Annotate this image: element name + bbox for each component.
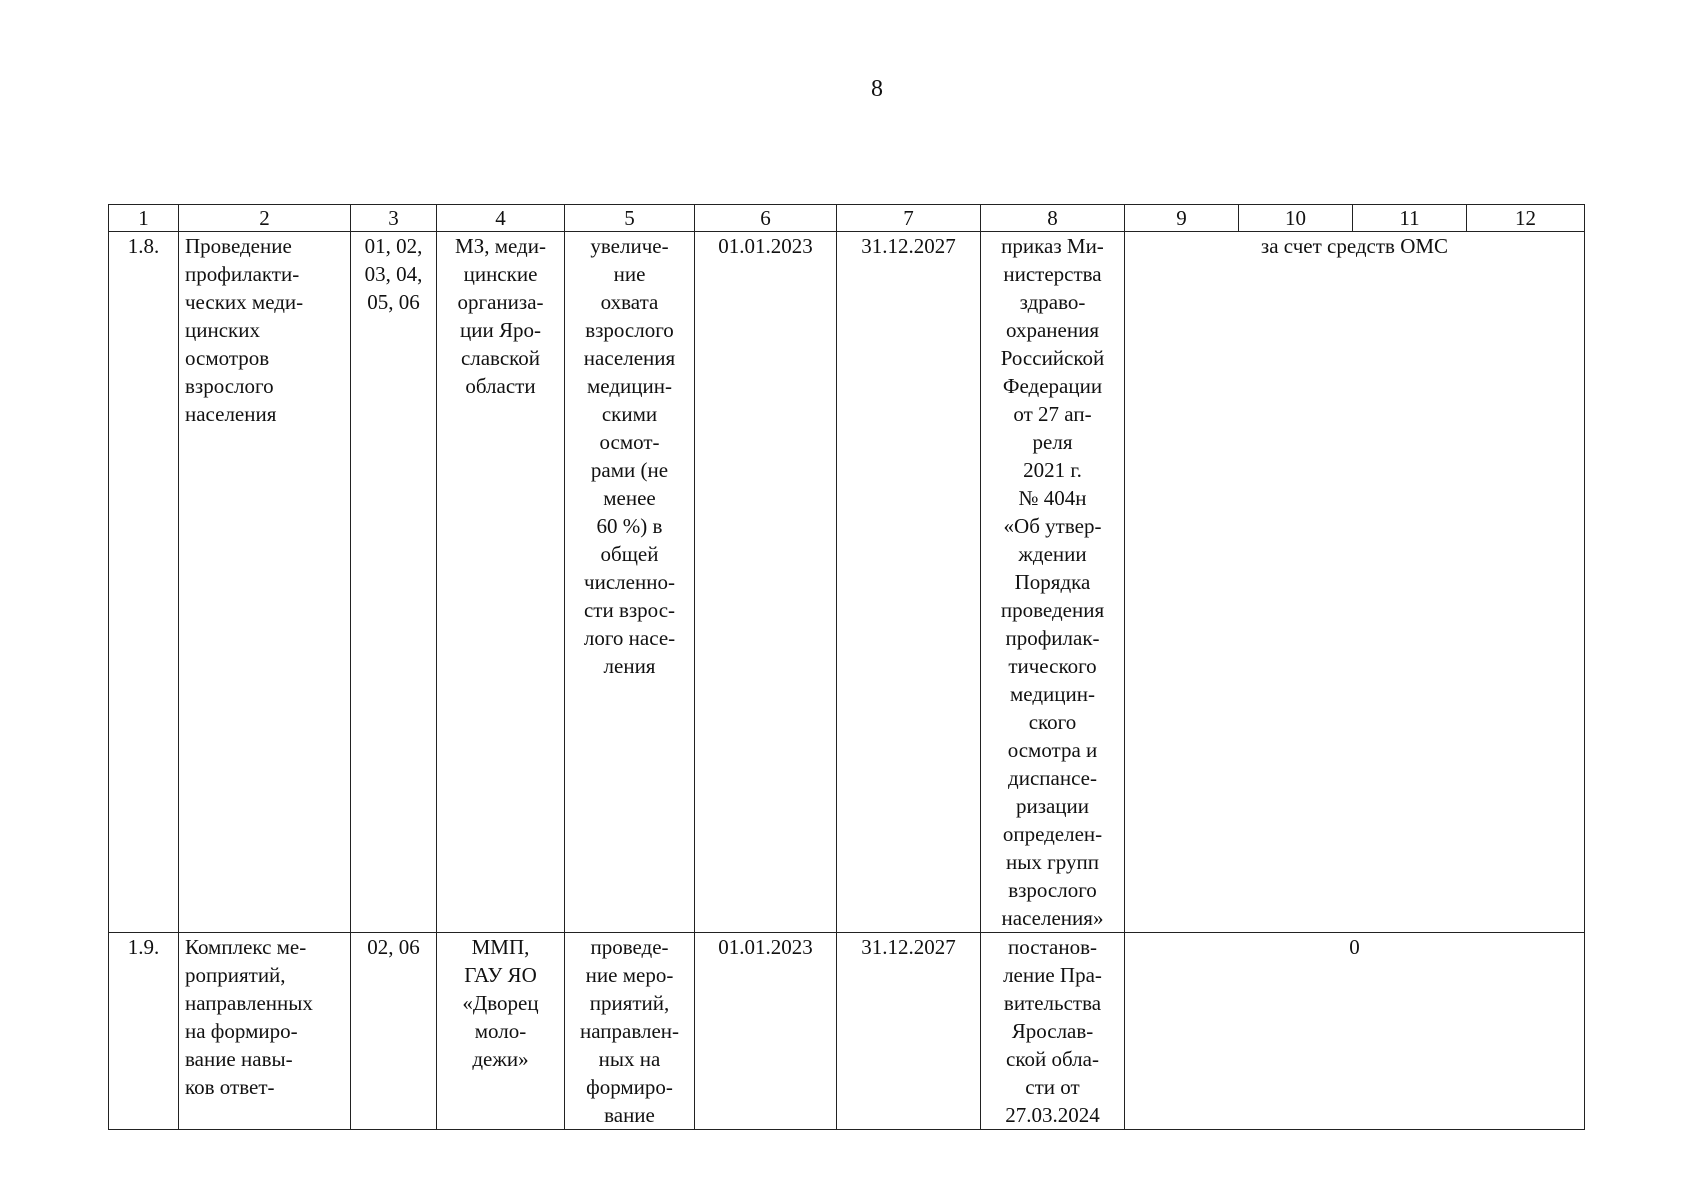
- end-date: 31.12.2027: [837, 933, 981, 1130]
- column-number: 2: [179, 205, 351, 232]
- page-number: 8: [871, 76, 883, 102]
- task-codes: 02, 06: [351, 933, 437, 1130]
- column-number: 8: [981, 205, 1125, 232]
- column-number-row: [109, 205, 1585, 232]
- start-date: 01.01.2023: [695, 933, 837, 1130]
- column-number: 12: [1467, 205, 1585, 232]
- column-number: 4: [437, 205, 565, 232]
- task-codes: 01, 02, 03, 04, 05, 06: [351, 232, 437, 933]
- measure-name: Проведение профилакти- ческих меди- цинских осмотров взрослого населения: [179, 232, 351, 933]
- column-number: 7: [837, 205, 981, 232]
- column-number: 1: [109, 205, 179, 232]
- end-date: 31.12.2027: [837, 232, 981, 933]
- legal-basis: постанов- ление Пра- вительства Ярослав- ской обла- сти от 27.03.2024: [981, 933, 1125, 1130]
- expected-result: увеличе- ние охвата взрослого населения медицин- скими осмот- рами (не менее 60 %) в общей численно- сти взрос- лого насе- ления: [565, 232, 695, 933]
- legal-basis: приказ Ми- нистерства здраво- охранения Российской Федерации от 27 ап- реля 2021 г. № 404н «Об утвер- ждении Порядка проведения профилак- тического медицин- ского осмотра и диспансе- ризации определен- ных групп взрослого населения»: [981, 232, 1125, 933]
- funding: за счет средств ОМС: [1125, 232, 1585, 933]
- program-table: [108, 204, 1585, 1130]
- table-row: [109, 933, 1585, 1130]
- executors: МЗ, меди- цинские организа- ции Яро- славской области: [437, 232, 565, 933]
- expected-result: проведе- ние меро- приятий, направлен- ных на формиро- вание: [565, 933, 695, 1130]
- column-number: 10: [1239, 205, 1353, 232]
- row-number: 1.9.: [109, 933, 179, 1130]
- column-number: 9: [1125, 205, 1239, 232]
- funding: 0: [1125, 933, 1585, 1130]
- column-number: 5: [565, 205, 695, 232]
- executors: ММП, ГАУ ЯО «Дворец моло- дежи»: [437, 933, 565, 1130]
- measure-name: Комплекс ме- роприятий, направленных на формиро- вание навы- ков ответ-: [179, 933, 351, 1130]
- table-row: [109, 232, 1585, 933]
- row-number: 1.8.: [109, 232, 179, 933]
- column-number: 11: [1353, 205, 1467, 232]
- column-number: 3: [351, 205, 437, 232]
- start-date: 01.01.2023: [695, 232, 837, 933]
- column-number: 6: [695, 205, 837, 232]
